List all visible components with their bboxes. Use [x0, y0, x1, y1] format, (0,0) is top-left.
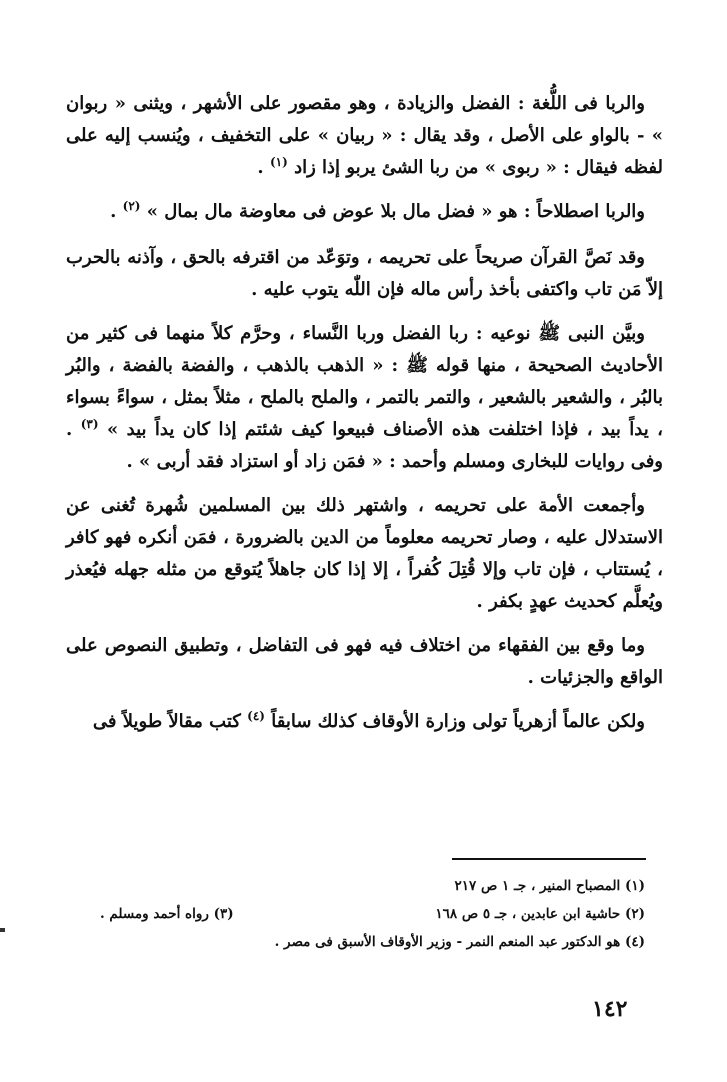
paragraph-text: والربا فى اللُّغة : الفضل والزيادة ، وهو مقصور على الأشهر ، ويثنى « ربوان » - بالواو على الأصل ، وقد يقال : « ربيان » على التخفيف ، ويُنسب إليه على لفظه فيقال : « ربوى » من ربا الشئ يربو إذا زاد — [66, 93, 663, 178]
paragraph-jurist-disagreement — [66, 630, 663, 694]
footnote-3: (٣) رواه أحمد ومسلم . — [100, 906, 234, 922]
scan-edge-mark — [0, 928, 5, 932]
footnote-divider — [452, 858, 646, 860]
footnote-ref: (٤) — [247, 709, 265, 723]
paragraph-text: والربا اصطلاحاً : هو « فضل مال بلا عوض فى معاوضة مال بمال » — [146, 201, 645, 222]
footnote-row — [100, 900, 645, 928]
paragraph-tail: . — [110, 201, 117, 222]
paragraph-quran-prohibition — [66, 242, 663, 306]
footnote-2: (٢) حاشية ابن عابدين ، جـ ٥ ص ١٦٨ — [435, 906, 645, 922]
footnotes — [100, 872, 645, 956]
paragraph-text: وبيَّن النبى ﷺ نوعيه : ربا الفضل وربا النَّساء ، وحرَّم كلاً منهما فى كثير من الأحاديث الصحيحة ، منها قوله ﷺ : « الذهب بالذهب ، والفضة بالفضة ، والبُر بالبُر ، والشعير بالشعير ، والتمر بالتمر ، والملح بالملح ، مثلاً بمثل ، سواءً بسواء ، يداً بيد ، فإذا اختلفت هذه الأصناف فبيعوا كيف شئتم إذا كان يداً بيد » — [66, 323, 663, 440]
paragraph-azhari-scholar — [66, 706, 663, 738]
main-text — [66, 88, 663, 750]
paragraph-riba-technical — [66, 196, 663, 228]
footnote-1: (١) المصباح المنير ، جـ ١ ص ٢١٧ — [454, 878, 645, 894]
paragraph-text: ولكن عالماً أزهرياً تولى وزارة الأوقاف كذلك سابقاً — [271, 711, 645, 732]
paragraph-riba-linguistic — [66, 88, 663, 184]
paragraph-consensus — [66, 490, 663, 618]
paragraph-prophet-hadith — [66, 318, 663, 478]
paragraph-text: وأجمعت الأمة على تحريمه ، واشتهر ذلك بين المسلمين شُهرة تُغنى عن الاستدلال عليه ، وصار تحريمه معلوماً من الدين بالضرورة ، فمَن أنكره فهو كافر ، يُستتاب ، فإن تاب وإلا قُتِلَ كُفراً ، إلا إذا كان جاهلاً يُتوقع من مثله جهله فيُعذر ويُعلَّم كحديث عهدٍ بكفر . — [66, 495, 663, 612]
paragraph-tail: كتب مقالاً طويلاً فى — [92, 711, 241, 732]
footnote-row — [100, 872, 645, 900]
footnote-row — [100, 928, 645, 956]
paragraph-tail: . — [257, 157, 264, 178]
footnote-4: (٤) هو الدكتور عبد المنعم النمر - وزير الأوقاف الأسبق فى مصر . — [274, 934, 645, 950]
page-number: ١٤٢ — [592, 996, 628, 1022]
footnote-ref: (١) — [269, 155, 288, 169]
paragraph-tail: . وفى روايات للبخارى ومسلم وأحمد : « فمَن زاد أو استزاد فقد أربى » . — [66, 419, 663, 472]
footnote-ref: (٣) — [80, 417, 99, 431]
paragraph-text: وما وقع بين الفقهاء من اختلاف فيه فهو فى التفاضل ، وتطبيق النصوص على الواقع والجزئيات . — [66, 635, 663, 688]
footnote-ref: (٢) — [122, 199, 141, 213]
paragraph-text: وقد نَصَّ القرآن صريحاً على تحريمه ، وتوَعّد من اقترفه بالحق ، وآذنه بالحرب إلاّ مَن تاب واكتفى بأخذ رأس ماله فإن اللّٰه يتوب عليه . — [66, 247, 663, 300]
